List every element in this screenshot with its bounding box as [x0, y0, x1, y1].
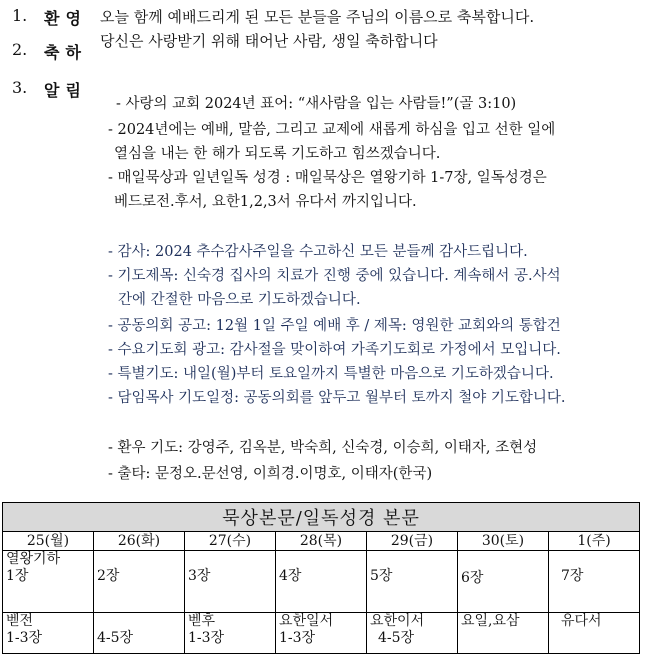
day-header: 30(토) — [458, 532, 549, 551]
announcement-line: - 2024년에는 예배, 말씀, 그리고 교제에 새롭게 하심을 입고 선한 일에 — [108, 122, 556, 138]
reading-cell: 유다서 — [549, 613, 640, 654]
reading-cell: 요한이서 4-5장 — [367, 613, 458, 654]
announcement-motto: - 사랑의 교회 2024년 표어: “새사람을 입는 사람들!”(골 3:10) — [116, 96, 517, 112]
welcome-text: 오늘 함께 예배드리게 된 모든 분들을 주님의 이름으로 축복합니다. — [100, 8, 535, 26]
section-number: 3. — [12, 78, 28, 97]
announcement-sick-prayer: - 환우 기도: 강영주, 김옥분, 박숙희, 신숙경, 이승희, 이태자, 조현성 — [108, 440, 538, 456]
section-announcements — [12, 78, 642, 498]
section-title: 환영 — [44, 9, 87, 28]
announcement-away: - 출타: 문정오.문선영, 이희경.이명호, 이태자(한국) — [108, 466, 433, 482]
section-number: 1. — [12, 6, 28, 25]
day-header: 29(금) — [367, 532, 458, 551]
announcement-assembly: - 공동의회 공고: 12월 1일 주일 예배 후 / 제목: 영원한 교회와의 통합건 — [108, 318, 561, 334]
announcement-pastor-schedule: - 담임목사 기도일정: 공동의회를 앞두고 월부터 토까지 철야 기도합니다. — [108, 390, 566, 406]
section-celebration — [12, 30, 642, 80]
meditation-cell: 4장 — [276, 551, 367, 613]
meditation-cell: 6장 — [458, 551, 549, 613]
table-row — [3, 532, 640, 551]
announcement-special-prayer: - 특별기도: 내일(월)부터 토요일까지 특별한 마음으로 기도하겠습니다. — [108, 366, 554, 382]
table-row — [3, 613, 640, 654]
reading-cell: 벧전 1-3장 — [3, 613, 94, 654]
section-welcome — [12, 6, 642, 28]
day-header: 27(수) — [185, 532, 276, 551]
celebration-text: 당신은 사랑받기 위해 태어난 사람, 생일 축하합니다 — [100, 32, 438, 50]
announcement-prayer: - 기도제목: 신숙경 집사의 치료가 진행 중에 있습니다. 계속해서 공.사석 — [108, 268, 561, 284]
reading-cell: 4-5장 — [94, 613, 185, 654]
reading-table — [2, 502, 640, 654]
table-row — [3, 551, 640, 613]
reading-cell: 요일,요삼 — [458, 613, 549, 654]
announcement-thanks: - 감사: 2024 추수감사주일을 수고하신 모든 분들께 감사드립니다. — [108, 244, 528, 260]
reading-cell: 벧후 1-3장 — [185, 613, 276, 654]
meditation-cell: 3장 — [185, 551, 276, 613]
section-number: 2. — [12, 40, 28, 59]
reading-cell: 요한일서 1-3장 — [276, 613, 367, 654]
section-title: 알림 — [44, 81, 87, 100]
meditation-cell: 5장 — [367, 551, 458, 613]
meditation-cell: 7장 — [549, 551, 640, 613]
day-header: 25(월) — [3, 532, 94, 551]
announcement-line: 열심을 내는 한 해가 되도록 기도하고 힘쓰겠습니다. — [114, 146, 441, 162]
day-header: 28(목) — [276, 532, 367, 551]
announcement-line: - 매일묵상과 일년일독 성경 : 매일묵상은 열왕기하 1-7장, 일독성경은 — [108, 170, 547, 186]
meditation-cell: 2장 — [94, 551, 185, 613]
meditation-cell: 열왕기하 1장 — [3, 551, 94, 613]
table-title: 묵상본문/일독성경 본문 — [3, 503, 640, 532]
announcement-line: 간에 간절한 마음으로 기도하겠습니다. — [118, 292, 361, 308]
day-header: 1(주) — [549, 532, 640, 551]
section-title: 축하 — [44, 43, 87, 62]
announcement-wednesday: - 수요기도회 광고: 감사절을 맞이하여 가족기도회로 가정에서 모입니다. — [108, 342, 561, 358]
day-header: 26(화) — [94, 532, 185, 551]
announcement-line: 베드로전.후서, 요한1,2,3서 유다서 까지입니다. — [114, 194, 417, 210]
